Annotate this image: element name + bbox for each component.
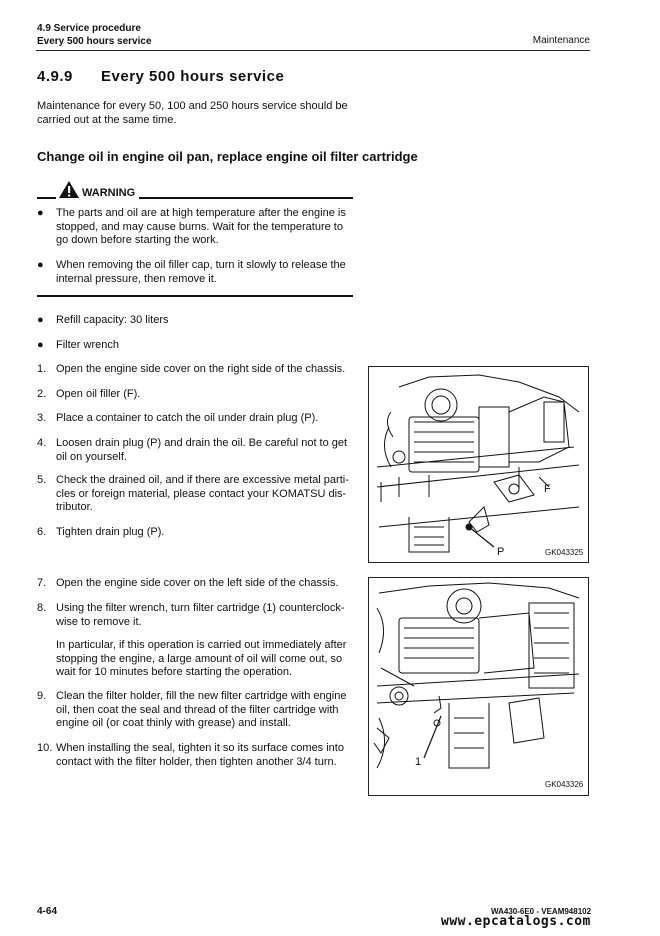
step-text: Loosen drain plug (P) and drain the oil. Be careful not to get oil on yourself. — [56, 437, 348, 463]
step-text: Tighten drain plug (P). — [56, 526, 165, 538]
step-number: 2. — [37, 388, 47, 400]
bullet-text: Refill capacity: 30 liters — [56, 314, 169, 326]
step-number: 3. — [37, 412, 47, 424]
list-item: ● Filter wrench — [37, 339, 355, 353]
header-rule — [36, 50, 590, 51]
step-item — [37, 526, 355, 540]
figure-label-p: P — [497, 546, 505, 558]
warning-item: ● When removing the oil filler cap, turn it slowly to release the internal pressure, then remove it. — [37, 259, 355, 286]
step-text: Clean the filter holder, fill the new filter cartridge with engine oil, then coat the seal and thread of the filter cartridge with engine oil (or coat thinly with grease) and install. — [56, 690, 347, 729]
step-text: Check the drained oil, and if there are excessive metal parti-cles or foreign material, please contact your KOMATSU dis-tributor. — [56, 474, 349, 513]
warning-item-text: When removing the oil filler cap, turn it slowly to release the internal pressure, then remove it. — [56, 259, 346, 285]
intro-paragraph: Maintenance for every 50, 100 and 250 hours service should be carried out at the same time. — [37, 100, 348, 126]
list-item: ● Refill capacity: 30 liters — [37, 314, 355, 328]
warning-item: ● The parts and oil are at high temperature after the engine is stopped, and may cause burns. Wait for the temperature to go down before starting the work. — [37, 207, 355, 248]
figure-label-f: F — [544, 483, 551, 495]
figure-engine-right-side — [368, 366, 589, 563]
warning-text: WARNING — [82, 187, 136, 199]
figure-engine-left-side — [368, 577, 589, 796]
figure-label-1: 1 — [415, 756, 422, 768]
step-number: 10. — [37, 742, 53, 754]
step-number: 8. — [37, 602, 47, 614]
step-number: 5. — [37, 474, 47, 486]
step-item — [37, 363, 355, 377]
step-item — [37, 602, 355, 629]
step-number: 1. — [37, 363, 47, 375]
step-text: Place a container to catch the oil under drain plug (P). — [56, 412, 319, 424]
step-text: When installing the seal, tighten it so its surface comes into contact with the filter holder, then tighten another 3/4 turn. — [56, 742, 344, 768]
header-chapter: Maintenance — [532, 35, 590, 46]
step-number: 4. — [37, 437, 47, 449]
bullet-text: Filter wrench — [56, 339, 119, 351]
watermark-text: www.epcatalogs.com — [441, 914, 591, 929]
section-title — [37, 68, 284, 85]
running-header-left — [37, 22, 152, 48]
step-item — [37, 474, 355, 515]
step-text: Using the filter wrench, turn filter cartridge (1) counterclock-wise to remove it. — [56, 602, 345, 628]
step-item — [37, 412, 355, 426]
engine-right-side-illustration — [369, 367, 588, 562]
step-item — [37, 437, 355, 464]
step-item — [37, 742, 355, 769]
step-text: Open the engine side cover on the left side of the chassis. — [56, 577, 339, 589]
section-title-text: Every 500 hours service — [101, 68, 285, 85]
page-number: 4-64 — [37, 906, 58, 917]
step-item — [37, 388, 355, 402]
warning-label — [56, 180, 139, 199]
step-number: 7. — [37, 577, 47, 589]
step-note — [37, 639, 355, 680]
section-number: 4.9.9 — [37, 68, 73, 85]
step-item — [37, 577, 355, 591]
warning-item-text: The parts and oil are at high temperature after the engine is stopped, and may cause burns. Wait for the temperature to go down before starting the work. — [56, 207, 346, 246]
document-code: WA430-6E0 - VEAM948102 — [491, 907, 592, 916]
step-text: Open oil filler (F). — [56, 388, 141, 400]
figure-code: GK043326 — [545, 780, 584, 789]
warning-bottom-rule — [37, 295, 353, 297]
step-text: In particular, if this operation is carried out immediately after stopping the engine, a large amount of oil will come out, so wait for 10 minutes before starting the operation. — [56, 639, 347, 678]
step-item — [37, 690, 355, 731]
header-subsection: Every 500 hours service — [37, 36, 152, 47]
step-number: 9. — [37, 690, 47, 702]
figure-code: GK043325 — [545, 548, 584, 557]
step-number: 6. — [37, 526, 47, 538]
warning-triangle-icon — [58, 180, 80, 199]
engine-left-side-illustration — [369, 578, 588, 795]
step-text: Open the engine side cover on the right side of the chassis. — [56, 363, 346, 375]
header-section: 4.9 Service procedure — [37, 23, 141, 34]
procedure-subheading: Change oil in engine oil pan, replace engine oil filter cartridge — [37, 149, 418, 164]
